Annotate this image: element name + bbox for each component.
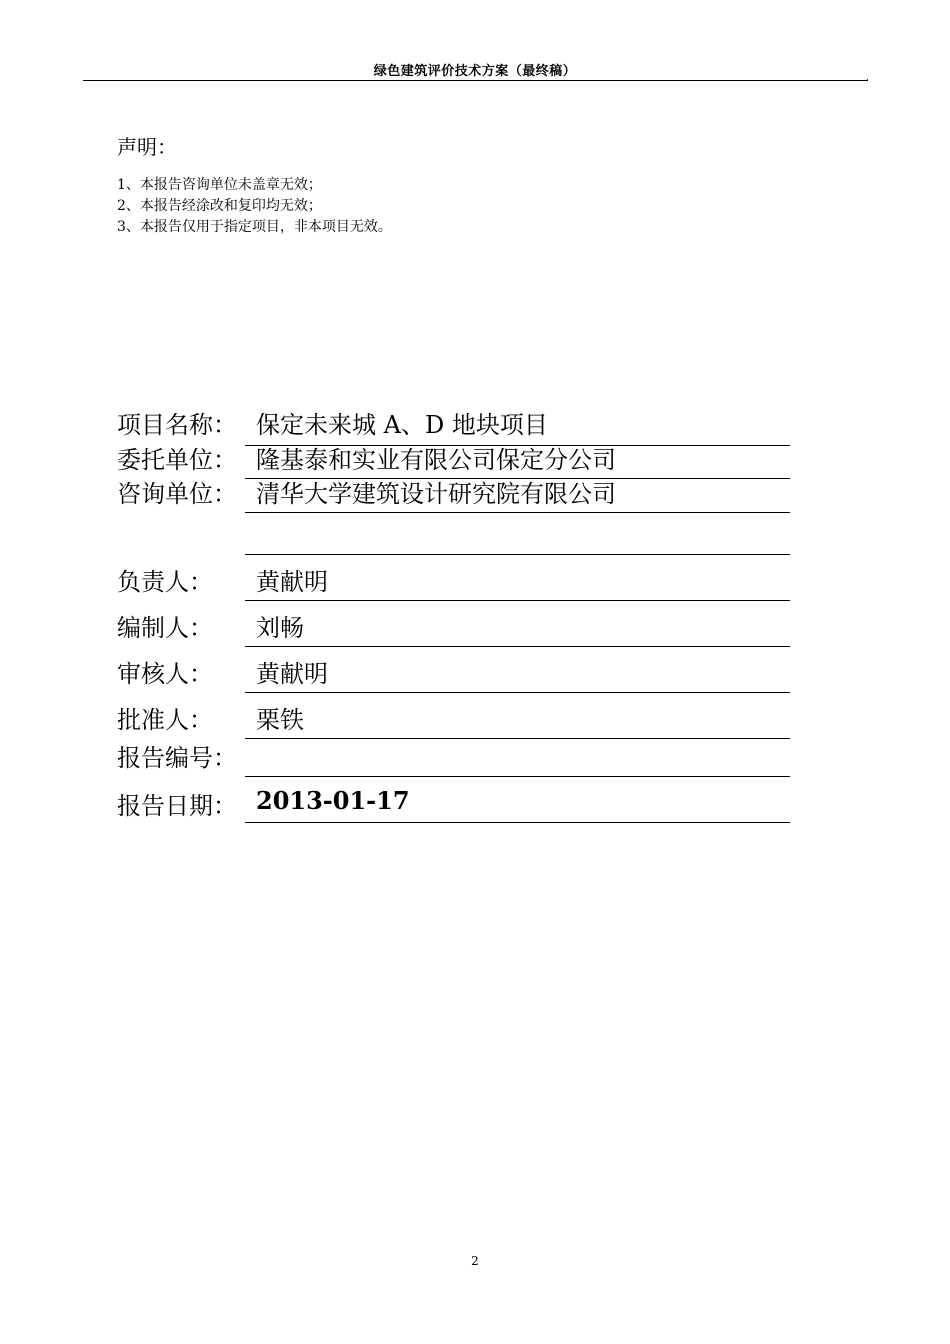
approver-label: 批准人： <box>117 706 213 734</box>
responsible-value: 黄献明 <box>256 568 328 596</box>
client-label: 委托单位： <box>117 446 237 474</box>
statement-item: 2、本报告经涂改和复印均无效； <box>117 198 322 214</box>
approver-value: 栗铁 <box>256 706 304 734</box>
project-name-label: 项目名称： <box>117 411 237 439</box>
page-number: 2 <box>471 1254 479 1268</box>
report-no-underline <box>245 776 790 777</box>
compiler-label: 编制人： <box>117 614 213 642</box>
compiler-underline <box>245 646 790 647</box>
statement-heading: 声明： <box>117 135 177 159</box>
report-date-label: 报告日期： <box>117 792 237 820</box>
report-date-underline <box>245 822 790 823</box>
report-date-value: 2013-01-17 <box>256 786 410 815</box>
statement-list <box>117 175 392 238</box>
client-value: 隆基泰和实业有限公司保定分公司 <box>256 446 616 474</box>
header-title: 绿色建筑评价技术方案（最终稿） <box>373 64 577 79</box>
responsible-underline <box>245 600 790 601</box>
header-rule <box>83 80 868 81</box>
statement-item: 3、本报告仅用于指定项目，非本项目无效。 <box>117 219 392 235</box>
reviewer-underline <box>245 692 790 693</box>
statement-item: 1、本报告咨询单位未盖章无效； <box>117 177 322 193</box>
project-name-value: 保定未来城 A、D 地块项目 <box>256 411 548 439</box>
signature-top-rule <box>245 554 790 555</box>
consultant-value: 清华大学建筑设计研究院有限公司 <box>256 480 616 508</box>
header-mark: . <box>866 73 869 82</box>
reviewer-label: 审核人： <box>117 660 213 688</box>
consultant-label: 咨询单位： <box>117 480 237 508</box>
reviewer-value: 黄献明 <box>256 660 328 688</box>
report-no-label: 报告编号： <box>117 744 237 772</box>
approver-underline <box>245 738 790 739</box>
consultant-underline <box>245 512 790 513</box>
compiler-value: 刘畅 <box>256 614 304 642</box>
responsible-label: 负责人： <box>117 568 213 596</box>
